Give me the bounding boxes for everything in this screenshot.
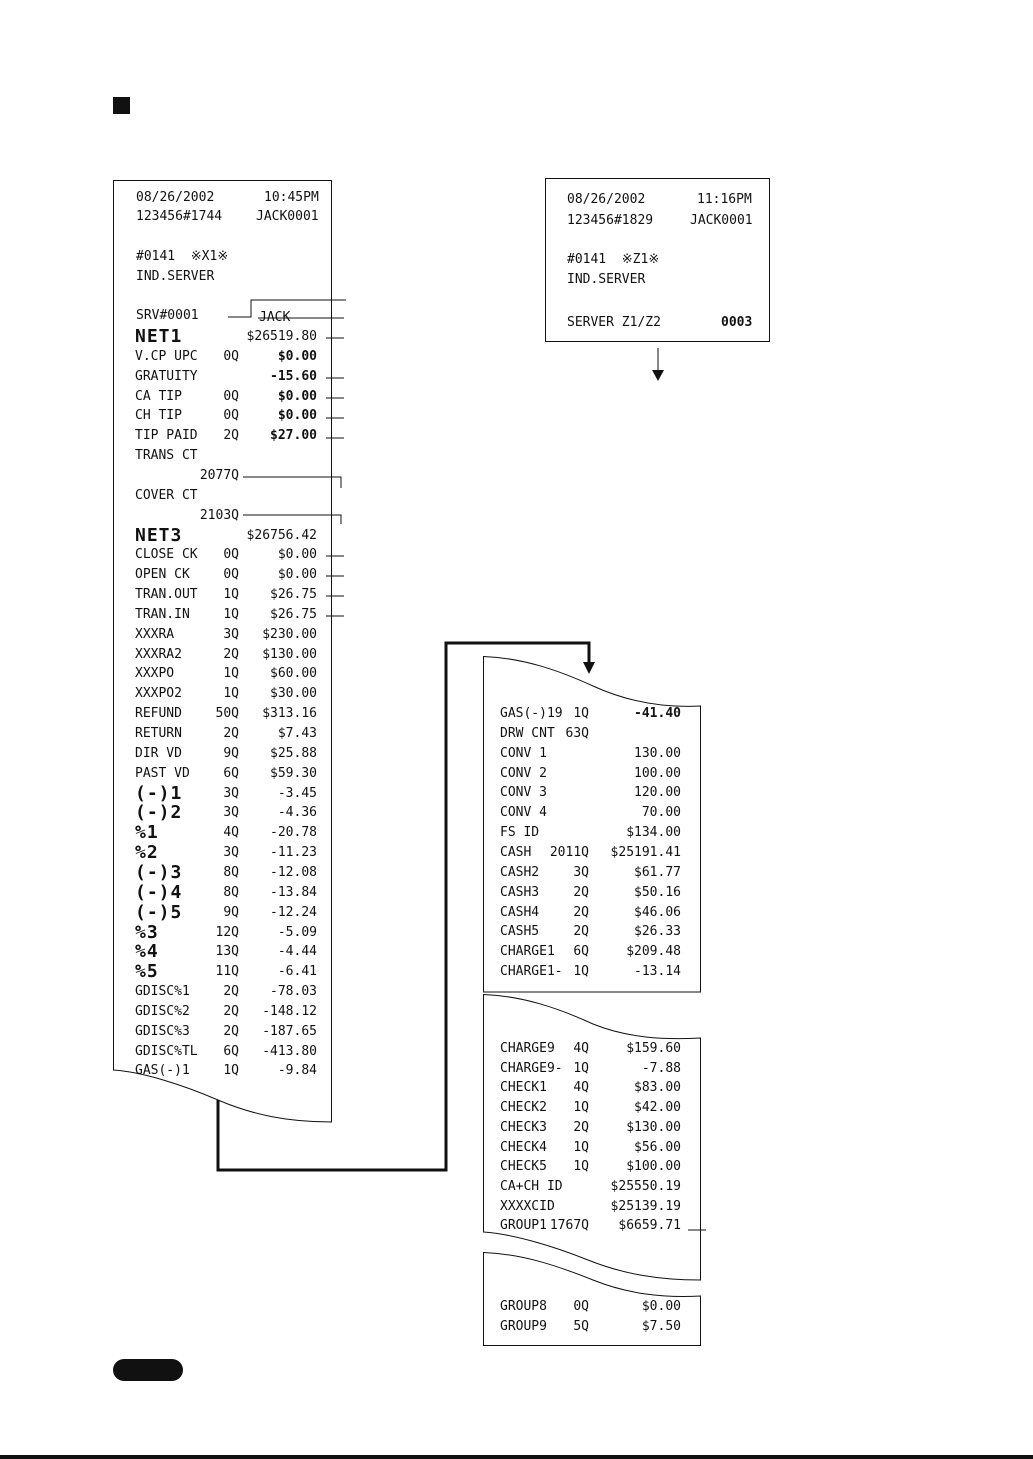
row-amount: $0.00 <box>277 388 317 404</box>
report-row <box>135 843 317 863</box>
row-amount: $159.60 <box>626 1041 681 1056</box>
row-amount: $0.00 <box>641 1299 681 1314</box>
report-row <box>500 744 681 764</box>
row-label: GDISC%TL <box>135 1043 198 1059</box>
row-label: GRATUITY <box>135 368 198 384</box>
row-label: OPEN CK <box>135 567 190 583</box>
report-row <box>135 1061 317 1081</box>
row-amount: -12.08 <box>270 864 317 880</box>
row-count: 3Q <box>223 845 239 861</box>
receipt-continuation-b <box>483 656 701 992</box>
row-amount: $46.06 <box>634 904 681 920</box>
report-row <box>500 764 681 784</box>
row-count: 1Q <box>223 606 239 622</box>
row-label: CHECK5 <box>500 1159 547 1175</box>
row-label: GAS(-)1 <box>135 1063 190 1079</box>
report-row <box>135 923 317 943</box>
row-label: CASH5 <box>500 924 540 940</box>
row-amount: $130.00 <box>626 1119 681 1135</box>
row-label: XXXRA2 <box>135 646 182 662</box>
row-label: GAS(-)19 <box>500 706 563 721</box>
report-row <box>135 545 317 565</box>
row-count: 2Q <box>223 1003 239 1019</box>
row-count: 0Q <box>223 408 239 424</box>
row-count: 1Q <box>573 706 589 721</box>
report-row <box>135 446 317 466</box>
row-amount: 100.00 <box>634 765 681 781</box>
report-row <box>135 605 317 625</box>
row-amount: $7.43 <box>277 726 317 741</box>
row-amount: $26519.80 <box>246 329 317 344</box>
row-amount: -4.36 <box>277 805 317 821</box>
row-label: CA TIP <box>135 388 182 404</box>
row-amount: -20.78 <box>270 825 317 841</box>
receipt-continuation-d <box>483 1252 701 1346</box>
row-count: 1Q <box>573 1159 589 1175</box>
row-count: 1Q <box>223 1063 239 1079</box>
report-row <box>500 1157 681 1177</box>
row-label: CA+CH ID <box>500 1178 563 1194</box>
x1-date: 08/26/2002 <box>136 190 215 205</box>
row-amount: $25550.19 <box>610 1178 681 1194</box>
row-count: 6Q <box>573 944 589 960</box>
row-count: 2Q <box>223 646 239 662</box>
row-count: 9Q <box>223 904 239 920</box>
receipt-x1 <box>113 180 333 1125</box>
row-amount: $30.00 <box>270 686 317 702</box>
row-label: CHARGE9 <box>500 1041 555 1056</box>
row-amount: $26.75 <box>270 606 317 622</box>
report-row <box>135 684 317 704</box>
row-amount: 70.00 <box>641 805 681 821</box>
row-count: 2077Q <box>199 467 239 483</box>
row-amount: -7.88 <box>641 1060 681 1076</box>
report-row <box>135 1022 317 1042</box>
row-count: 2Q <box>573 924 589 940</box>
row-amount: $130.00 <box>262 646 317 662</box>
row-count: 2Q <box>573 1119 589 1135</box>
row-label: GROUP9 <box>500 1319 547 1334</box>
row-label: TRANS CT <box>135 448 198 464</box>
report-row <box>500 1177 681 1197</box>
row-amount: -78.03 <box>270 984 317 1000</box>
report-row <box>135 803 317 823</box>
row-amount: -41.40 <box>634 706 681 721</box>
row-count: 1Q <box>573 964 589 980</box>
report-row <box>500 1197 681 1217</box>
row-amount: -3.45 <box>277 785 317 801</box>
row-amount: $100.00 <box>626 1159 681 1175</box>
z1-footer-label: SERVER Z1/Z2 <box>567 315 661 330</box>
report-row <box>135 962 317 982</box>
row-label: %4 <box>135 941 159 963</box>
row-count: 0Q <box>223 388 239 404</box>
row-amount: $42.00 <box>634 1100 681 1116</box>
report-row <box>500 903 681 923</box>
report-row <box>135 367 317 387</box>
report-row <box>135 784 317 804</box>
row-count: 3Q <box>223 626 239 642</box>
row-label: TIP PAID <box>135 428 198 444</box>
row-label: CHARGE1- <box>500 964 563 980</box>
x1-report-title: #0141 ※X1※ <box>136 249 229 264</box>
report-row <box>135 1042 317 1062</box>
row-label: REFUND <box>135 706 182 722</box>
row-label: CASH <box>500 844 532 860</box>
row-label: TRAN.IN <box>135 606 190 622</box>
report-row <box>135 327 317 347</box>
row-label: (-)5 <box>135 901 183 923</box>
row-amount: $26.75 <box>270 587 317 603</box>
row-label: CONV 1 <box>500 745 547 761</box>
report-row <box>500 1059 681 1079</box>
row-label: GDISC%2 <box>135 1003 190 1019</box>
row-count: 1Q <box>573 1100 589 1116</box>
row-count: 1Q <box>573 1139 589 1155</box>
row-count: 2Q <box>573 884 589 900</box>
row-count: 2Q <box>223 428 239 444</box>
row-count: 3Q <box>223 805 239 821</box>
row-label: (-)2 <box>135 802 183 824</box>
row-count: 2Q <box>573 904 589 920</box>
row-amount: $6659.71 <box>618 1218 681 1234</box>
row-amount: $209.48 <box>626 944 681 960</box>
report-row <box>500 922 681 942</box>
report-row <box>135 664 317 684</box>
report-row <box>135 486 317 506</box>
report-row <box>135 387 317 407</box>
row-label: GROUP1 <box>500 1218 547 1234</box>
row-count: 2103Q <box>199 507 239 523</box>
report-row <box>135 426 317 446</box>
z1-footer-value: 0003 <box>721 315 753 330</box>
row-count: 1Q <box>223 686 239 702</box>
row-label: CHARGE9- <box>500 1060 563 1076</box>
report-row <box>500 724 681 744</box>
row-label: CONV 4 <box>500 805 547 821</box>
row-count: 1Q <box>573 1060 589 1076</box>
report-row <box>500 1317 681 1337</box>
row-amount: $0.00 <box>277 567 317 583</box>
z1-clerk: JACK0001 <box>690 213 753 228</box>
row-amount: $0.00 <box>277 348 317 364</box>
row-count: 50Q <box>215 706 239 722</box>
x1-mode: IND.SERVER <box>136 269 215 284</box>
row-count: 2Q <box>223 726 239 741</box>
x1-clerk: JACK0001 <box>256 209 319 224</box>
row-amount: $25139.19 <box>610 1198 681 1214</box>
row-label: RETURN <box>135 726 182 741</box>
row-label: CH TIP <box>135 408 182 424</box>
row-amount: $83.00 <box>634 1080 681 1096</box>
row-label: GROUP8 <box>500 1299 547 1314</box>
row-label: XXXPO2 <box>135 686 182 702</box>
row-count: 0Q <box>223 348 239 364</box>
row-label: CONV 2 <box>500 765 547 781</box>
report-row <box>135 883 317 903</box>
row-count: 8Q <box>223 864 239 880</box>
row-label: NET1 <box>135 326 183 347</box>
row-label: %2 <box>135 842 159 864</box>
report-row <box>500 1297 681 1317</box>
report-row <box>135 744 317 764</box>
row-label: NET3 <box>135 524 183 546</box>
row-label: CONV 3 <box>500 785 547 801</box>
row-label: CASH4 <box>500 904 540 920</box>
row-label: (-)4 <box>135 881 183 903</box>
row-count: 2Q <box>223 1023 239 1039</box>
row-label: DIR VD <box>135 745 182 761</box>
row-label: GDISC%1 <box>135 984 190 1000</box>
report-row <box>500 1098 681 1118</box>
row-count: 4Q <box>223 825 239 841</box>
report-row <box>135 645 317 665</box>
row-count: 6Q <box>223 765 239 781</box>
x1-id: 123456#1744 <box>136 209 223 224</box>
row-amount: $56.00 <box>634 1139 681 1155</box>
row-amount: 120.00 <box>634 785 681 801</box>
row-amount: -13.14 <box>634 964 681 980</box>
row-amount: $60.00 <box>270 666 317 682</box>
report-row <box>500 803 681 823</box>
row-label: CHECK2 <box>500 1100 547 1116</box>
page-number-badge <box>113 1359 183 1381</box>
row-count: 1Q <box>223 587 239 603</box>
row-amount: $25191.41 <box>610 844 681 860</box>
row-label: %3 <box>135 921 159 943</box>
row-count: 9Q <box>223 745 239 761</box>
row-count: 1767Q <box>549 1218 589 1234</box>
row-amount: $27.00 <box>270 428 317 444</box>
row-amount: -4.44 <box>277 944 317 960</box>
row-label: %1 <box>135 822 159 844</box>
row-count: 2011Q <box>549 844 589 860</box>
row-label: %5 <box>135 961 159 983</box>
row-count: 8Q <box>223 884 239 900</box>
report-row <box>135 406 317 426</box>
z1-id: 123456#1829 <box>567 213 654 228</box>
row-label: XXXRA <box>135 626 175 642</box>
row-count: 0Q <box>223 547 239 563</box>
report-row <box>135 347 317 367</box>
report-row <box>500 823 681 843</box>
row-amount: $313.16 <box>262 706 317 722</box>
row-label: FS ID <box>500 825 540 841</box>
row-amount: -13.84 <box>270 884 317 900</box>
row-count: 12Q <box>215 924 239 940</box>
receipt-z1 <box>545 178 770 342</box>
row-amount: $7.50 <box>641 1319 681 1334</box>
report-row <box>135 903 317 923</box>
row-amount: $26756.42 <box>246 527 317 543</box>
report-row <box>500 704 681 724</box>
report-row <box>135 466 317 486</box>
row-amount: -148.12 <box>262 1003 317 1019</box>
row-amount: $230.00 <box>262 626 317 642</box>
row-amount: -413.80 <box>262 1043 317 1059</box>
report-row <box>135 585 317 605</box>
row-label: CHECK1 <box>500 1080 547 1096</box>
row-label: GDISC%3 <box>135 1023 190 1039</box>
report-row <box>500 962 681 982</box>
report-row <box>500 843 681 863</box>
x1-server-label: SRV#0001 <box>136 308 199 323</box>
report-row <box>135 526 317 546</box>
report-row <box>135 506 317 526</box>
row-amount: -11.23 <box>270 845 317 861</box>
report-row <box>500 1039 681 1059</box>
row-amount: $61.77 <box>634 864 681 880</box>
row-label: (-)1 <box>135 782 183 804</box>
row-amount: -12.24 <box>270 904 317 920</box>
row-count: 63Q <box>565 725 589 741</box>
z1-report-title: #0141 ※Z1※ <box>567 252 660 267</box>
row-count: 2Q <box>223 984 239 1000</box>
row-label: CHARGE1 <box>500 944 555 960</box>
row-amount: -187.65 <box>262 1023 317 1039</box>
row-label: CHECK4 <box>500 1139 547 1155</box>
report-row <box>135 565 317 585</box>
row-label: CLOSE CK <box>135 547 198 563</box>
x1-time: 10:45PM <box>264 190 319 205</box>
row-count: 6Q <box>223 1043 239 1059</box>
row-amount: $0.00 <box>277 408 317 424</box>
report-row <box>500 1216 681 1236</box>
z1-mode: IND.SERVER <box>567 272 646 287</box>
section-bullet <box>113 97 130 114</box>
row-count: 3Q <box>573 864 589 880</box>
row-amount: -9.84 <box>277 1063 317 1079</box>
row-amount: -6.41 <box>277 964 317 980</box>
row-amount: $59.30 <box>270 765 317 781</box>
row-label: CHECK3 <box>500 1119 547 1135</box>
row-count: 3Q <box>223 785 239 801</box>
row-count: 13Q <box>215 944 239 960</box>
row-label: (-)3 <box>135 861 183 883</box>
z1-time: 11:16PM <box>697 192 752 207</box>
report-row <box>500 1118 681 1138</box>
z1-date: 08/26/2002 <box>567 192 646 207</box>
report-row <box>135 823 317 843</box>
row-count: 5Q <box>573 1319 589 1334</box>
row-count: 4Q <box>573 1080 589 1096</box>
receipt-continuation-c <box>483 994 701 1284</box>
x1-server-name: JACK <box>259 310 291 325</box>
row-count: 1Q <box>223 666 239 682</box>
report-row <box>135 704 317 724</box>
report-row <box>135 942 317 962</box>
report-row <box>500 1078 681 1098</box>
report-row <box>500 863 681 883</box>
row-label: XXXXCID <box>500 1198 555 1214</box>
row-label: CASH2 <box>500 864 540 880</box>
row-label: DRW CNT <box>500 725 555 741</box>
report-row <box>135 764 317 784</box>
report-row <box>135 1002 317 1022</box>
report-row <box>135 863 317 883</box>
row-label: COVER CT <box>135 487 198 503</box>
row-label: TRAN.OUT <box>135 587 198 603</box>
row-label: V.CP UPC <box>135 348 198 364</box>
row-count: 11Q <box>215 964 239 980</box>
report-row <box>500 942 681 962</box>
report-row <box>135 625 317 645</box>
report-row <box>135 982 317 1002</box>
row-amount: -5.09 <box>277 924 317 940</box>
row-amount: $26.33 <box>634 924 681 940</box>
report-row <box>500 1138 681 1158</box>
row-amount: -15.60 <box>270 368 317 384</box>
row-label: XXXPO <box>135 666 175 682</box>
row-count: 0Q <box>573 1299 589 1314</box>
row-amount: $134.00 <box>626 825 681 841</box>
row-label: CASH3 <box>500 884 540 900</box>
row-amount: $25.88 <box>270 745 317 761</box>
bottom-rule <box>0 1455 1033 1459</box>
row-count: 0Q <box>223 567 239 583</box>
row-amount: $0.00 <box>277 547 317 563</box>
report-row <box>135 724 317 744</box>
row-amount: 130.00 <box>634 745 681 761</box>
report-row <box>500 883 681 903</box>
report-row <box>500 783 681 803</box>
row-amount: $50.16 <box>634 884 681 900</box>
row-count: 4Q <box>573 1041 589 1056</box>
row-label: PAST VD <box>135 765 190 781</box>
